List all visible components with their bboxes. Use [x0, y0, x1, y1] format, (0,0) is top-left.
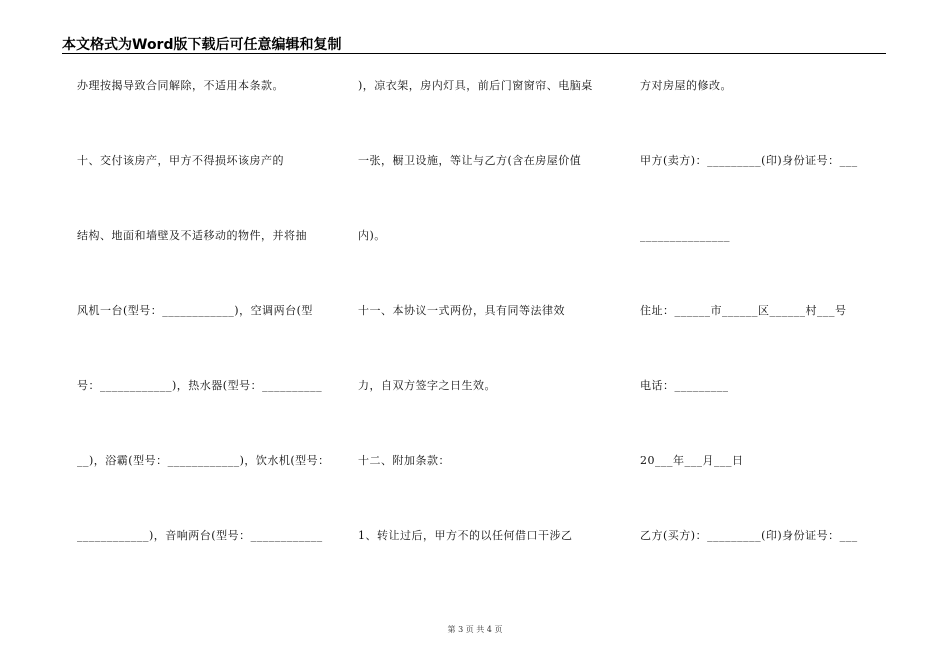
text-line: 十、交付该房产，甲方不得损坏该房产的	[77, 154, 284, 167]
text-line: 住址：______市______区______村___号	[640, 304, 847, 317]
text-line: 办理按揭导致合同解除，不适用本条款。	[77, 79, 284, 92]
text-line: 方对房屋的修改。	[640, 79, 732, 92]
text-line: )，凉衣架，房内灯具，前后门窗窗帘、电脑桌	[358, 79, 593, 92]
text-line: 20___年___月___日	[640, 454, 744, 467]
text-line: 内)。	[358, 229, 386, 242]
text-line: 力，自双方签字之日生效。	[358, 379, 496, 392]
text-line: ____________)，音响两台(型号：____________	[77, 529, 323, 542]
text-line: 十一、本协议一式两份，具有同等法律效	[358, 304, 565, 317]
text-line: 甲方(卖方)：_________(印)身份证号：___	[640, 154, 858, 167]
text-line: 1、转让过后，甲方不的以任何借口干涉乙	[358, 529, 573, 542]
text-line: 结构、地面和墙壁及不适移动的物件，并将抽	[77, 229, 307, 242]
text-line: 十二、附加条款：	[358, 454, 450, 467]
text-line: __)，浴霸(型号：____________)，饮水机(型号：	[77, 454, 330, 467]
page-header-title: 本文格式为Word版下载后可任意编辑和复制	[62, 37, 342, 53]
text-line: 电话：_________	[640, 379, 729, 392]
text-line: 风机一台(型号：____________)，空调两台(型	[77, 304, 313, 317]
text-line: 乙方(买方)：_________(印)身份证号：___	[640, 529, 858, 542]
text-column-2	[358, 0, 608, 620]
text-column-3	[640, 0, 890, 620]
page-number: 第 3 页 共 4 页	[447, 625, 503, 634]
text-line: 一张，橱卫设施，等让与乙方(含在房屋价值	[358, 154, 582, 167]
text-line: 号：____________)，热水器(型号：__________	[77, 379, 323, 392]
text-column-1	[77, 0, 330, 620]
text-line: _______________	[640, 229, 730, 242]
